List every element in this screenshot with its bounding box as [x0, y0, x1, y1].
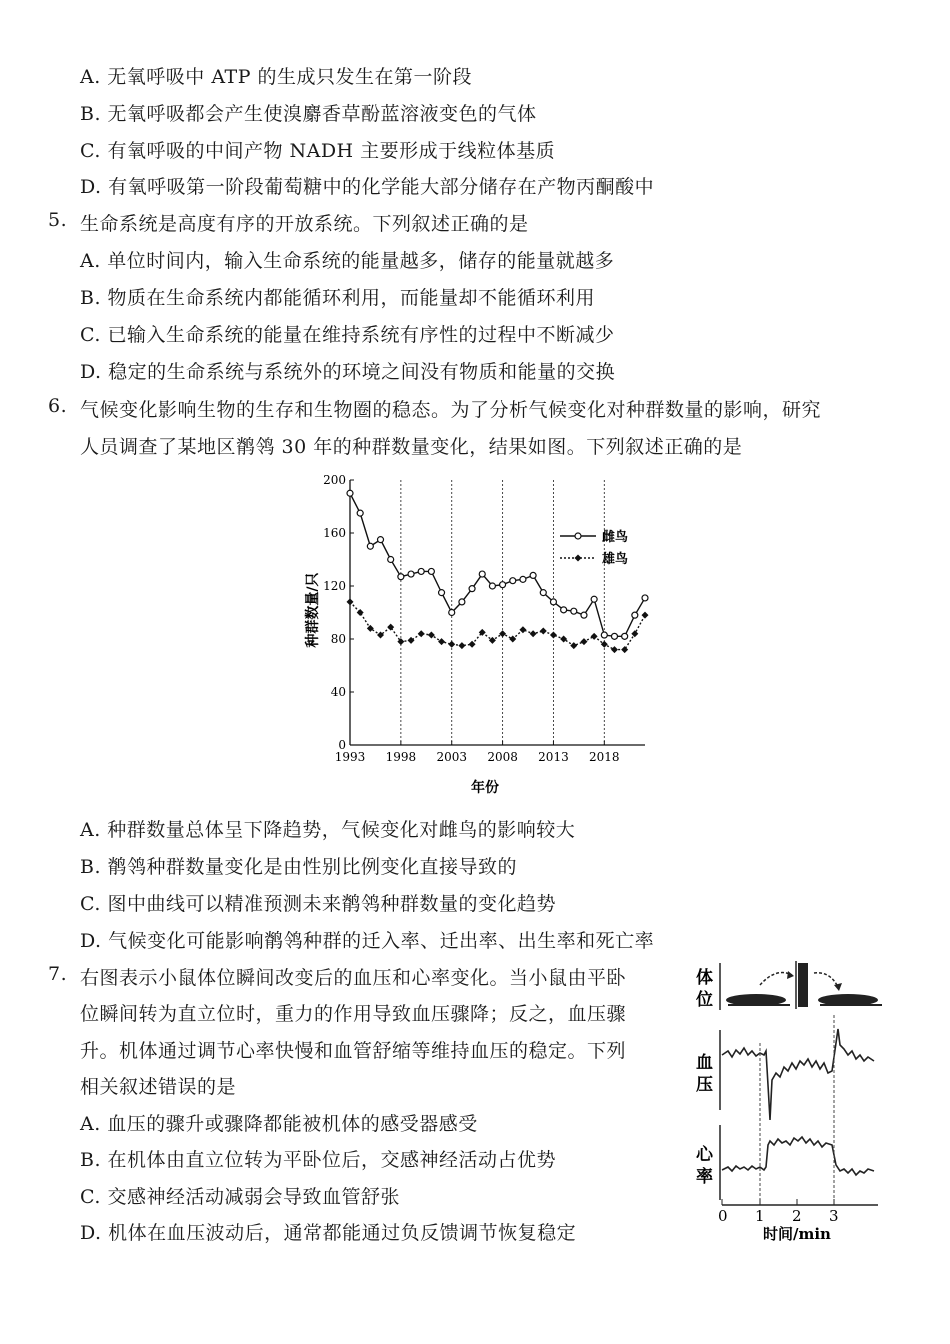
data-point-female: [591, 596, 597, 602]
data-point-male: [611, 646, 618, 653]
data-point-female: [540, 590, 546, 596]
q5-option-d: D. 稳定的生命系统与系统外的环境之间没有物质和能量的交换: [80, 361, 616, 383]
q6-option-d: D. 气候变化可能影响鹡鸰种群的迁入率、迁出率、出生率和死亡率: [80, 930, 655, 952]
data-point-male: [458, 642, 465, 649]
data-point-female: [642, 595, 648, 601]
data-point-female: [459, 599, 465, 605]
heart-rate-trace: [722, 1137, 874, 1175]
hr-label-2: 率: [696, 1167, 713, 1187]
data-point-female: [418, 568, 424, 574]
mouse-lying-icon: [726, 994, 790, 1006]
data-point-female: [530, 572, 536, 578]
data-point-male: [550, 632, 557, 639]
data-point-female: [489, 583, 495, 589]
x-tick-label: 2018: [589, 750, 620, 764]
blood-pressure-trace: [722, 1029, 874, 1120]
time-tick-2: 2: [792, 1207, 802, 1225]
q5-stem: 生命系统是高度有序的开放系统。下列叙述正确的是: [80, 213, 529, 235]
data-point-female: [510, 578, 516, 584]
data-point-female: [601, 632, 607, 638]
data-point-male: [408, 637, 415, 644]
data-point-male: [469, 641, 476, 648]
legend-label: 雌鸟: [602, 530, 629, 545]
data-point-female: [347, 490, 353, 496]
q7-option-c: C. 交感神经活动减弱会导致血管舒张: [80, 1186, 400, 1208]
q5-number: 5.: [48, 209, 68, 231]
data-point-male: [540, 628, 547, 635]
time-tick-0: 0: [718, 1207, 728, 1225]
data-point-male: [631, 630, 638, 637]
y-tick-label: 120: [323, 579, 346, 593]
q7-stem-line-3: 升。机体通过调节心率快慢和血管舒缩等维持血压的稳定。下列: [80, 1040, 627, 1062]
y-tick-label: 200: [323, 473, 346, 487]
data-point-female: [479, 571, 485, 577]
data-point-female: [398, 574, 404, 580]
data-point-male: [367, 625, 374, 632]
data-point-female: [449, 610, 455, 616]
legend-marker: [575, 533, 581, 539]
x-tick-label: 1993: [334, 750, 366, 764]
data-point-male: [642, 612, 649, 619]
data-point-male: [570, 642, 577, 649]
bp-label-1: 血: [696, 1053, 713, 1073]
legend-marker: [575, 555, 582, 562]
time-tick-3: 3: [829, 1207, 839, 1225]
q7-option-b: B. 在机体由直立位转为平卧位后，交感神经活动占优势: [80, 1149, 557, 1171]
bp-label-2: 压: [696, 1075, 713, 1095]
q4-option-c: C. 有氧呼吸的中间产物 NADH 主要形成于线粒体基质: [80, 140, 556, 162]
data-point-female: [500, 582, 506, 588]
q4-option-b: B. 无氧呼吸都会产生使溴麝香草酚蓝溶液变色的气体: [80, 103, 537, 125]
population-chart: [295, 470, 655, 805]
q7-option-d: D. 机体在血压波动后，通常都能通过负反馈调节恢复稳定: [80, 1222, 577, 1244]
mouse-bp-hr-figure: [688, 955, 888, 1245]
data-point-male: [428, 632, 435, 639]
data-point-male: [519, 626, 526, 633]
x-tick-label: 2008: [487, 750, 518, 764]
time-axis-label: 时间/min: [763, 1225, 831, 1243]
x-tick-label: 2013: [538, 750, 569, 764]
data-point-male: [418, 630, 425, 637]
x-tick-label: 2003: [436, 750, 467, 764]
x-tick-label: 1998: [385, 750, 417, 764]
data-point-female: [388, 557, 394, 563]
q6-option-c: C. 图中曲线可以精准预测未来鹡鸰种群数量的变化趋势: [80, 893, 556, 915]
y-tick-label: 0: [338, 738, 346, 752]
q4-option-d: D. 有氧呼吸第一阶段葡萄糖中的化学能大部分储存在产物丙酮酸中: [80, 176, 655, 198]
mouse-lying-icon: [818, 994, 882, 1006]
legend-label: 雄鸟: [602, 552, 629, 567]
data-point-male: [448, 641, 455, 648]
y-axis-label: 种群数量/只: [305, 572, 321, 648]
y-tick-label: 80: [330, 632, 346, 646]
q7-stem-line-4: 相关叙述错误的是: [80, 1076, 237, 1098]
hr-label-1: 心: [696, 1145, 713, 1165]
y-tick-label: 40: [330, 685, 346, 699]
data-point-male: [621, 646, 628, 653]
data-point-female: [367, 543, 373, 549]
data-point-female: [632, 612, 638, 618]
data-point-female: [469, 586, 475, 592]
y-tick-label: 160: [323, 526, 346, 540]
q7-number: 7.: [48, 963, 68, 985]
data-point-female: [428, 568, 434, 574]
data-point-female: [561, 607, 567, 613]
series-line-female: [350, 493, 645, 636]
q7-option-a: A. 血压的骤升或骤降都能被机体的感受器感受: [80, 1113, 478, 1135]
q5-option-b: B. 物质在生命系统内都能循环利用，而能量却不能循环利用: [80, 287, 596, 309]
q6-stem-line-2: 人员调查了某地区鹡鸰 30 年的种群数量变化，结果如图。下列叙述正确的是: [80, 436, 743, 458]
x-axis-label: 年份: [471, 780, 499, 796]
q5-option-a: A. 单位时间内，输入生命系统的能量越多，储存的能量就越多: [80, 250, 615, 272]
data-point-female: [622, 633, 628, 639]
data-point-male: [530, 630, 537, 637]
q4-option-a: A. 无氧呼吸中 ATP 的生成只发生在第一阶段: [80, 66, 473, 88]
data-point-female: [378, 537, 384, 543]
data-point-male: [357, 609, 364, 616]
data-point-female: [520, 576, 526, 582]
data-point-female: [550, 599, 556, 605]
data-point-female: [611, 633, 617, 639]
data-point-male: [580, 638, 587, 645]
data-point-male: [591, 633, 598, 640]
posture-label-2: 位: [696, 990, 713, 1010]
data-point-female: [357, 510, 363, 516]
data-point-female: [571, 608, 577, 614]
q5-option-c: C. 已输入生命系统的能量在维持系统有序性的过程中不断减少: [80, 324, 615, 346]
series-line-male: [350, 602, 645, 650]
mouse-standing-icon: [796, 961, 808, 1009]
data-point-male: [438, 638, 445, 645]
q7-stem-line-2: 位瞬间转为直立位时，重力的作用导致血压骤降；反之，血压骤: [80, 1003, 627, 1025]
q6-option-a: A. 种群数量总体呈下降趋势，气候变化对雌鸟的影响较大: [80, 819, 576, 841]
data-point-female: [408, 571, 414, 577]
q6-number: 6.: [48, 395, 68, 417]
time-tick-1: 1: [755, 1207, 765, 1225]
data-point-female: [581, 612, 587, 618]
data-point-male: [509, 636, 516, 643]
q6-stem-line-1: 气候变化影响生物的生存和生物圈的稳态。为了分析气候变化对种群数量的影响，研究: [80, 399, 822, 421]
data-point-male: [499, 630, 506, 637]
data-point-male: [560, 636, 567, 643]
q7-stem-line-1: 右图表示小鼠体位瞬间改变后的血压和心率变化。当小鼠由平卧: [80, 967, 627, 989]
data-point-male: [347, 598, 354, 605]
q6-option-b: B. 鹡鸰种群数量变化是由性别比例变化直接导致的: [80, 856, 518, 878]
data-point-female: [439, 590, 445, 596]
posture-label-1: 体: [696, 968, 713, 988]
data-point-male: [387, 624, 394, 631]
